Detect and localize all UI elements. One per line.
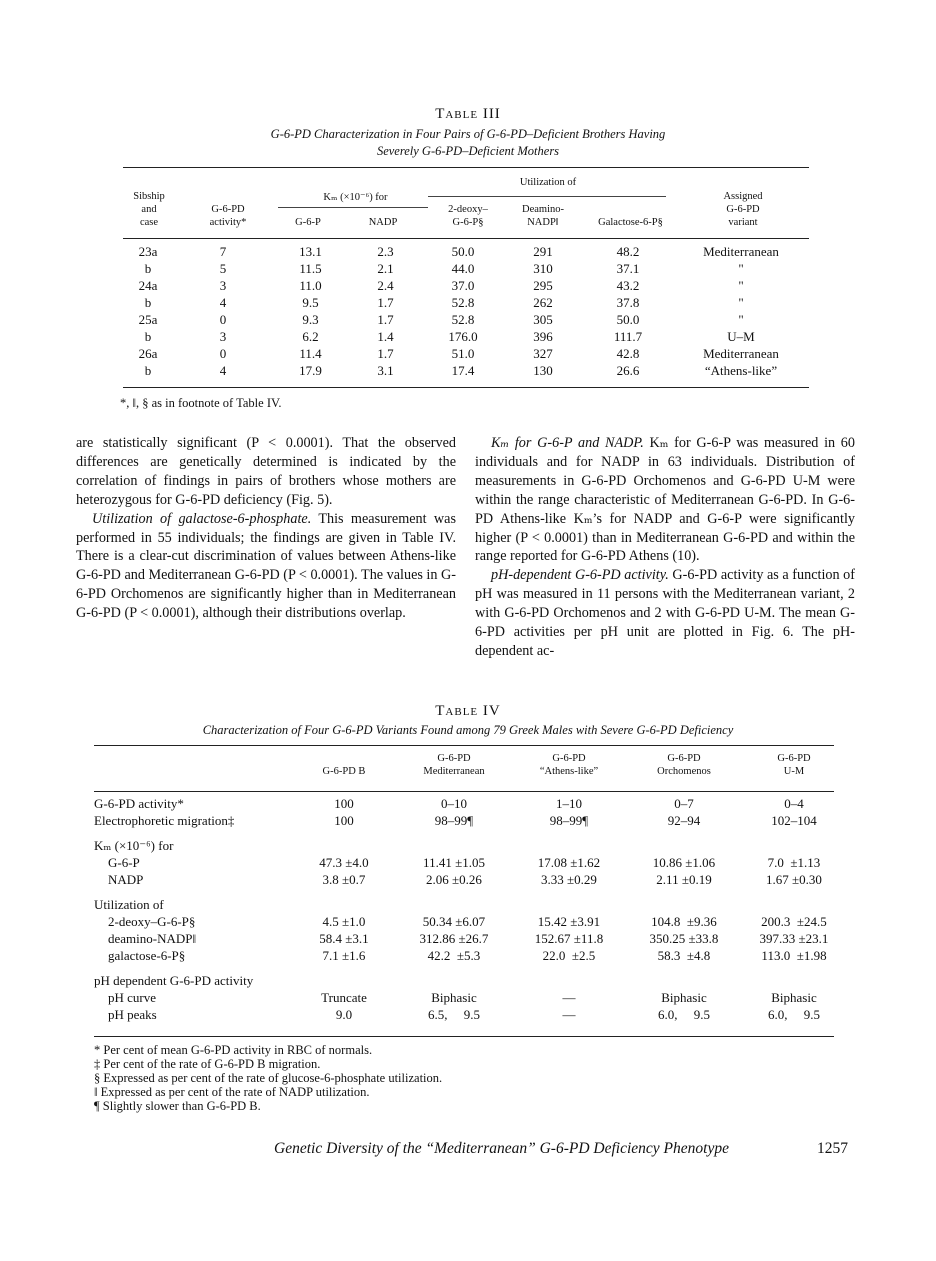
table3-cell: 5 bbox=[219, 260, 227, 276]
table3-cell: 2.3 bbox=[377, 243, 394, 259]
table4-col-header bbox=[409, 752, 499, 778]
table3-cell: 3 bbox=[219, 328, 227, 344]
table4-row bbox=[94, 1007, 834, 1024]
t3-h-galactose: Galactose-6-P§ bbox=[598, 217, 663, 228]
table4-cell: 0–7 bbox=[674, 796, 694, 811]
table3-cell: 37.0 bbox=[451, 277, 475, 293]
table3-cell: 1.7 bbox=[377, 345, 394, 361]
table4-cell: 17.08 ±1.62 bbox=[537, 855, 601, 870]
table4-col-header-line: Orchomenos bbox=[657, 766, 711, 777]
table3-cell: 51.0 bbox=[451, 345, 475, 361]
table3-cell: b bbox=[144, 362, 152, 378]
table4-row-label: G-6-PD activity* bbox=[94, 796, 184, 811]
table3-cell: 50.0 bbox=[451, 243, 475, 259]
t3-h-and: and bbox=[141, 204, 157, 215]
table4-cell: 350.25 ±33.8 bbox=[649, 931, 719, 946]
table3-cell: b bbox=[144, 328, 152, 344]
t3-h-nadp: NADP bbox=[368, 217, 398, 228]
t3-util-rule bbox=[428, 196, 666, 197]
table3-cell: b bbox=[144, 294, 152, 310]
table4-col-header bbox=[524, 752, 614, 778]
table3-cell: 396 bbox=[533, 328, 553, 344]
table4-row-label: G-6-P bbox=[108, 855, 140, 870]
table3-cell: 26.6 bbox=[616, 362, 640, 378]
t3-h-variant2: G-6-PD bbox=[726, 204, 760, 215]
table3-caption-line1: G-6-PD Characterization in Four Pairs of G-6-PD–Deficient Brothers Having bbox=[270, 127, 666, 141]
table3-top-rule bbox=[123, 167, 809, 168]
table4-row-label: pH curve bbox=[108, 990, 157, 1005]
table4-cell: 6.5, 9.5 bbox=[428, 1007, 480, 1022]
table3-header bbox=[123, 172, 809, 236]
table3-cell: 9.3 bbox=[302, 311, 319, 327]
table4-row-label: Kₘ (×10⁻⁶) for bbox=[94, 838, 174, 853]
table3-cell: 11.5 bbox=[299, 260, 322, 276]
running-title: Genetic Diversity of the “Mediterranean” G-6-PD Deficiency Phenotype bbox=[274, 1140, 729, 1157]
right-paragraph-1 bbox=[475, 434, 855, 566]
table4-row-label: 2-deoxy–G-6-P§ bbox=[108, 914, 196, 929]
table4-cell: 104.8 ±9.36 bbox=[651, 914, 717, 929]
table4-header bbox=[94, 752, 834, 790]
table3-cell: 17.9 bbox=[299, 362, 322, 378]
table4-cell: 312.86 ±26.7 bbox=[419, 931, 489, 946]
table4-row bbox=[94, 990, 834, 1007]
table3-cell: 2.4 bbox=[377, 277, 394, 293]
t3-h-deoxy1: 2-deoxy– bbox=[448, 204, 488, 215]
table4-cell: 102–104 bbox=[771, 813, 817, 828]
table4-cell: 50.34 ±6.07 bbox=[422, 914, 486, 929]
table3-body bbox=[123, 243, 809, 379]
table3-cell: 111.7 bbox=[613, 328, 643, 344]
table3-cell: “Athens-like” bbox=[704, 362, 778, 378]
table4-cell: — bbox=[562, 1007, 576, 1022]
table4-row bbox=[94, 838, 834, 855]
table4-row-label: galactose-6-P§ bbox=[108, 948, 186, 963]
table4-bottom-rule bbox=[94, 1036, 834, 1037]
table3-row bbox=[123, 328, 809, 345]
table4-col-header-line: G-6-PD bbox=[777, 753, 811, 764]
table4-cell: 397.33 ±23.1 bbox=[759, 931, 829, 946]
left-paragraph-2 bbox=[76, 510, 456, 623]
table4-cell: Biphasic bbox=[661, 990, 707, 1005]
table3-cell: 37.1 bbox=[616, 260, 640, 276]
table3-cell: 327 bbox=[533, 345, 553, 361]
table3-footnote: *, ‖, § as in footnote of Table IV. bbox=[120, 396, 282, 410]
table3-cell: " bbox=[738, 260, 744, 276]
table3-cell: 130 bbox=[533, 362, 553, 378]
table4-row-label: deamino-NADP‖ bbox=[108, 931, 197, 946]
table4-col-header-line: G-6-PD bbox=[667, 753, 701, 764]
table4-row bbox=[94, 948, 834, 965]
table3-cell: 3.1 bbox=[377, 362, 394, 378]
right-p2-head: pH-dependent G-6-PD activity. bbox=[491, 567, 669, 584]
table4-col-header bbox=[754, 752, 834, 778]
table3-cell: 26a bbox=[138, 345, 158, 361]
table4-cell: 22.0 ±2.5 bbox=[542, 948, 596, 963]
table4-cell: Truncate bbox=[321, 990, 367, 1005]
table4-col-header-line: G-6-PD bbox=[552, 753, 586, 764]
table4-cell: 4.5 ±1.0 bbox=[322, 914, 366, 929]
table4-cell: — bbox=[562, 990, 576, 1005]
table3-cell: 48.2 bbox=[616, 243, 640, 259]
t3-h-deamino1: Deamino- bbox=[522, 204, 564, 215]
table4-cell: Biphasic bbox=[431, 990, 477, 1005]
t3-h-g6p: G-6-P bbox=[295, 217, 321, 228]
table4-col-header-line: G-6-PD bbox=[437, 753, 471, 764]
t3-km-rule bbox=[278, 207, 428, 208]
right-paragraph-2 bbox=[475, 566, 855, 661]
table4-cell: 58.3 ±4.8 bbox=[657, 948, 711, 963]
table3-cell: 37.8 bbox=[616, 294, 640, 310]
table4-row bbox=[94, 914, 834, 931]
table4-row bbox=[94, 897, 834, 914]
table3-cell: 295 bbox=[533, 277, 553, 293]
t3-h-activity2: activity* bbox=[209, 217, 247, 228]
table4-cell: 9.0 bbox=[335, 1007, 353, 1022]
t3-h-activity1: G-6-PD bbox=[211, 204, 245, 215]
table3-cell: 17.4 bbox=[451, 362, 475, 378]
table4-col-header bbox=[304, 765, 384, 778]
table3-cell: 176.0 bbox=[448, 328, 478, 344]
table4-cell: 15.42 ±3.91 bbox=[537, 914, 601, 929]
table3-cell: 262 bbox=[533, 294, 553, 310]
right-p1-head: Kₘ for G-6-P and NADP. bbox=[491, 435, 644, 451]
t3-h-deoxy2: G-6-P§ bbox=[452, 217, 484, 228]
table4-cell: 100 bbox=[334, 813, 354, 828]
left-paragraph-1: are statistically significant (P < 0.0001). That the observed differences are genetically determined is indicated by the correlation of findings in pairs of brothers whose mothers are heterozygous for G-6-PD deficiency (Fig. 5). bbox=[76, 435, 456, 508]
table4-cell: 58.4 ±3.1 bbox=[319, 931, 369, 946]
table4-cell: 42.2 ±5.3 bbox=[427, 948, 481, 963]
table4-cell: 92–94 bbox=[667, 813, 701, 828]
table3-cell: " bbox=[738, 277, 744, 293]
table4-row-label: Utilization of bbox=[94, 897, 164, 912]
left-p2-body: This measurement was performed in 55 individuals; the findings are given in Table IV. There is a clear-cut discrimination of values between Athens-like G-6-PD and Mediterranean G-6-PD (P < 0.0001). The values in G-6-PD Orchomenos are significantly higher than in Mediterranean G-6-PD (P < 0.0001), although their distributions overlap. bbox=[76, 510, 456, 622]
table4-footnote: * Per cent of mean G-6-PD activity in RBC of normals. bbox=[94, 1043, 373, 1057]
table3-cell: 50.0 bbox=[616, 311, 640, 327]
table4-footnote: ‡ Per cent of the rate of G-6-PD B migration. bbox=[94, 1057, 321, 1071]
table4-col-header-line: “Athens-like” bbox=[539, 766, 599, 777]
table3-cell: 0 bbox=[219, 311, 227, 327]
table4-col-header bbox=[639, 752, 729, 778]
table3-header-rule bbox=[123, 238, 809, 239]
t3-h-km: Kₘ (×10⁻⁶) for bbox=[323, 192, 388, 203]
table4-cell: 6.0, 9.5 bbox=[768, 1007, 820, 1022]
table3-cell: 13.1 bbox=[299, 243, 322, 259]
table3-cell: 291 bbox=[533, 243, 553, 259]
table3-cell: 52.8 bbox=[451, 294, 475, 310]
table3-cell: 7 bbox=[219, 243, 227, 259]
right-p2-body: G-6-PD activity as a function of pH was measured in 11 persons with the Mediterranean variant, 2 with G-6-PD Orchomenos and 2 with G-6-PD U-M. The mean G-6-PD activities per pH unit are plotted in Fig. 6. The pH-dependent ac- bbox=[475, 567, 855, 659]
table3-cell: Mediterranean bbox=[703, 345, 779, 361]
table4-cell: Biphasic bbox=[771, 990, 817, 1005]
table4-row bbox=[94, 855, 834, 872]
table4-row bbox=[94, 973, 834, 990]
table4-col-header-line: G-6-PD B bbox=[322, 766, 366, 777]
table4-cell: 3.8 ±0.7 bbox=[322, 872, 366, 887]
table4-row-label: NADP bbox=[108, 872, 144, 887]
t3-h-sibship: Sibship bbox=[133, 191, 165, 202]
table3-cell: Mediterranean bbox=[703, 243, 779, 259]
table3-caption-line2: Severely G-6-PD–Deficient Mothers bbox=[376, 144, 560, 158]
table3-cell: 310 bbox=[533, 260, 553, 276]
table4-row bbox=[94, 872, 834, 889]
table3-cell: 4 bbox=[219, 362, 227, 378]
table3-cell: 4 bbox=[219, 294, 227, 310]
t3-h-variant1: Assigned bbox=[723, 191, 763, 202]
table3-cell: 1.7 bbox=[377, 311, 394, 327]
table4-cell: 152.67 ±11.8 bbox=[534, 931, 604, 946]
table4-cell: 2.11 ±0.19 bbox=[656, 872, 712, 887]
table3-cell: 6.2 bbox=[302, 328, 319, 344]
table4-cell: 1.67 ±0.30 bbox=[766, 872, 822, 887]
table3-cell: U–M bbox=[727, 328, 755, 344]
table4-cell: 0–10 bbox=[441, 796, 467, 811]
table3-row bbox=[123, 260, 809, 277]
table3-cell: 42.8 bbox=[616, 345, 640, 361]
table4-cell: 47.3 ±4.0 bbox=[319, 855, 369, 870]
table3-bottom-rule bbox=[123, 387, 809, 388]
table4-caption: Characterization of Four G-6-PD Variants Found among 79 Greek Males with Severe G-6-PD Deficiency bbox=[202, 723, 734, 737]
table3-cell: 1.7 bbox=[377, 294, 394, 310]
t3-h-variant3: variant bbox=[728, 217, 758, 228]
table3-cell: 11.4 bbox=[299, 345, 322, 361]
t3-h-deamino2: NADP‖ bbox=[527, 217, 559, 228]
table4-cell: 200.3 ±24.5 bbox=[761, 914, 827, 929]
table4-cell: 10.86 ±1.06 bbox=[652, 855, 716, 870]
table3-cell: 23a bbox=[138, 243, 158, 259]
table3-row bbox=[123, 345, 809, 362]
table4-row bbox=[94, 796, 834, 813]
table4-row-label: pH peaks bbox=[108, 1007, 157, 1022]
t3-h-case: case bbox=[139, 217, 159, 228]
table3-cell: 9.5 bbox=[302, 294, 319, 310]
table3-row bbox=[123, 294, 809, 311]
table3-row bbox=[123, 311, 809, 328]
table3-cell: 305 bbox=[533, 311, 553, 327]
table4-row bbox=[94, 813, 834, 830]
table4-footnote: ‖ Expressed as per cent of the rate of NADP utilization. bbox=[94, 1085, 370, 1099]
table4-cell: 98–99¶ bbox=[434, 813, 474, 828]
page-number: 1257 bbox=[817, 1140, 848, 1157]
right-p1-body: Kₘ for G-6-P was measured in 60 individuals and for NADP in 63 individuals. Distribution of measurements in G-6-PD Orchomenos and G-6-PD U-M were within the range characteristic of Mediterranean G-6-PD. In G-6-PD Athens-like Kₘ’s for NADP and G-6-P were significantly higher (P < 0.0001) than in Mediterranean G-6-PD and within the range reported for G-6-PD Athens (10). bbox=[475, 435, 855, 565]
table3-cell: 24a bbox=[138, 277, 158, 293]
table4-header-rule bbox=[94, 791, 834, 792]
table3-cell: 44.0 bbox=[451, 260, 475, 276]
table4-cell: 3.33 ±0.29 bbox=[541, 872, 597, 887]
table4-cell: 2.06 ±0.26 bbox=[426, 872, 482, 887]
table4-col-header-line: Mediterranean bbox=[423, 766, 485, 777]
table3-cell: 11.0 bbox=[299, 277, 322, 293]
table4-cell: 113.0 ±1.98 bbox=[761, 948, 827, 963]
table4-cell: 0–4 bbox=[784, 796, 804, 811]
left-column bbox=[76, 434, 456, 623]
table3-cell: 0 bbox=[219, 345, 227, 361]
table4-cell: 6.0, 9.5 bbox=[658, 1007, 710, 1022]
table3-row bbox=[123, 277, 809, 294]
table3-label: Table III bbox=[435, 106, 501, 122]
table3-cell: 25a bbox=[138, 311, 158, 327]
table3-cell: b bbox=[144, 260, 152, 276]
table4-cell: 7.1 ±1.6 bbox=[322, 948, 366, 963]
table3-row bbox=[123, 362, 809, 379]
table4-footnote: § Expressed as per cent of the rate of glucose-6-phosphate utilization. bbox=[94, 1071, 443, 1085]
table4-cell: 7.0 ±1.13 bbox=[767, 855, 821, 870]
right-column bbox=[475, 434, 855, 661]
table4-cell: 98–99¶ bbox=[549, 813, 589, 828]
table3-cell: 2.1 bbox=[377, 260, 394, 276]
t3-h-utilization: Utilization of bbox=[519, 177, 577, 188]
table4-row bbox=[94, 931, 834, 948]
table3-cell: " bbox=[738, 294, 744, 310]
table3-cell: 3 bbox=[219, 277, 227, 293]
table4-footnote: ¶ Slightly slower than G-6-PD B. bbox=[94, 1099, 261, 1113]
table3-cell: " bbox=[738, 311, 744, 327]
left-p2-head: Utilization of galactose-6-phosphate. bbox=[92, 510, 312, 527]
table4-cell: 11.41 ±1.05 bbox=[423, 855, 485, 870]
table4-label: Table IV bbox=[435, 703, 501, 719]
table4-col-header-line: U-M bbox=[783, 766, 805, 777]
table3-cell: 43.2 bbox=[616, 277, 640, 293]
table3-cell: 52.8 bbox=[451, 311, 475, 327]
table4-cell: 100 bbox=[334, 796, 354, 811]
table4-top-rule bbox=[94, 745, 834, 746]
table3-row bbox=[123, 243, 809, 260]
table4-row-label: Electrophoretic migration‡ bbox=[94, 813, 235, 828]
table3-cell: 1.4 bbox=[377, 328, 394, 344]
table4-row-label: pH dependent G-6-PD activity bbox=[94, 973, 254, 988]
table4-footnotes bbox=[94, 1043, 794, 1113]
table4-cell: 1–10 bbox=[556, 796, 582, 811]
